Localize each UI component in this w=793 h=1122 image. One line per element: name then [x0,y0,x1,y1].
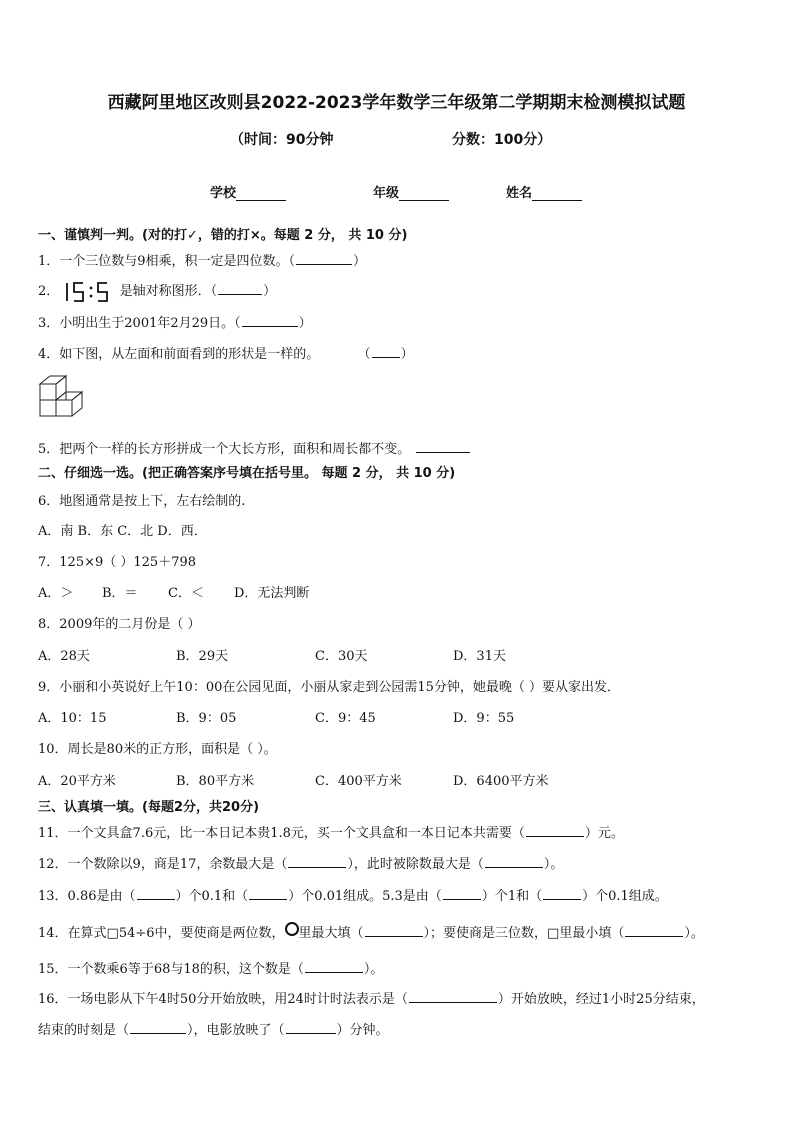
answer-blank[interactable] [543,887,581,900]
name-label: 姓名 [506,186,533,201]
question-8: 8．2009年的二月份是（ ） [38,617,201,632]
section-1-title: 一、谨慎判一判。(对的打✓，错的打×。每题 2 分， 共 10 分) [38,228,408,243]
paren-close: ） [263,284,277,299]
option-c[interactable]: C．9：45 [315,711,376,726]
time-limit: （时间：90分钟 [230,132,334,148]
question-4 [38,343,414,362]
question-15 [38,958,383,977]
question-14-text-b: 里最大填（ [298,926,364,941]
answer-blank[interactable] [218,282,262,295]
question-7: 7．125×9（ ）125＋798 [38,555,197,570]
question-15-text: 15．一个数乘6等于68与18的积，这个数是（ [38,962,304,977]
question-16-text-e: ）分钟。 [336,1023,389,1038]
option-b[interactable]: B．＝ [102,586,138,601]
answer-blank[interactable] [249,887,287,900]
question-16-text-d: ），电影放映了（ [187,1023,285,1038]
digital-clock-digits [63,282,115,302]
paren-close: ） [298,316,312,331]
question-16-continued [38,1019,389,1038]
question-13-text-e: ）个0.1组成。 [582,889,668,904]
option-d[interactable]: D．9：55 [453,711,515,726]
answer-blank[interactable] [485,855,543,868]
answer-blank[interactable] [526,824,584,837]
answer-blank[interactable] [416,440,470,453]
question-6-options[interactable]: A．南 B．东 C．北 D．西． [38,524,207,539]
question-4-text: 4．如下图，从左面和前面看到的形状是一样的。 [38,347,320,362]
name-field[interactable] [506,182,582,201]
section-3-title: 三、认真填一填。(每题2分，共20分) [38,800,260,815]
option-c[interactable]: C．＜ [168,586,204,601]
paren-close: ） [353,254,367,269]
question-14 [38,922,704,941]
option-a[interactable]: A．20平方米 [38,774,116,789]
question-13-text-d: ）个1和（ [481,889,543,904]
question-14-text: 14．在算式□54÷6中，要使商是两位数， [38,926,285,941]
option-a[interactable]: A．＞ [38,586,74,601]
answer-blank[interactable] [365,924,423,937]
answer-blank[interactable] [409,990,497,1003]
option-c[interactable]: C．400平方米 [315,774,402,789]
question-9: 9．小丽和小英说好上午10：00在公园见面，小丽从家走到公园需15分钟，她最晚（ ）要从家出发． [38,680,621,695]
exam-title: 西藏阿里地区改则县2022-2023学年数学三年级第二学期期末检测模拟试题 [107,93,686,113]
question-9-options [38,707,738,727]
question-12-text: 12．一个数除以9，商是17，余数最大是（ [38,857,288,872]
question-12 [38,853,563,872]
question-1 [38,250,366,269]
paren-open: （ [357,347,371,362]
question-16-text-b: ）开始放映，经过1小时25分结束， [497,992,705,1007]
answer-blank[interactable] [305,960,363,973]
answer-blank[interactable] [288,855,346,868]
answer-blank[interactable] [296,252,352,265]
question-5-text: 5．把两个一样的长方形拼成一个大长方形，面积和周长都不变。 [38,442,411,457]
question-15-text-end: ）。 [363,962,384,977]
option-d[interactable]: D．无法判断 [234,586,310,601]
answer-blank[interactable] [242,314,298,327]
question-12-text-mid: ），此时被除数最大是（ [347,857,484,872]
question-2 [38,280,276,302]
answer-blank[interactable] [130,1021,186,1034]
question-12-text-end: ）。 [543,857,564,872]
school-field[interactable] [210,182,286,201]
option-b[interactable]: B．9：05 [176,711,237,726]
question-10: 10．周长是80米的正方形，面积是（ ）。 [38,742,277,757]
paren-close: ） [400,347,414,362]
answer-blank[interactable] [286,1021,336,1034]
question-8-options [38,645,738,665]
question-11-text-end: ）元。 [584,826,624,841]
grade-label: 年级 [373,186,400,201]
question-13-text-c: ）个0.01组成。5.3是由（ [288,889,442,904]
question-14-text-d: ）。 [684,926,704,941]
question-2-number: 2． [38,284,60,299]
total-score: 分数：100分） [452,132,552,148]
grade-field[interactable] [373,182,449,201]
option-d[interactable]: D．6400平方米 [453,774,549,789]
option-d[interactable]: D．31天 [453,649,506,664]
question-5 [38,438,471,457]
question-1-text: 1．一个三位数与9相乘，积一定是四位数。（ [38,254,296,269]
question-13-text: 13．0.86是由（ [38,889,136,904]
question-3-text: 3．小明出生于2001年2月29日。（ [38,316,241,331]
answer-blank[interactable] [137,887,175,900]
cube-stack-figure [36,372,92,424]
question-16-text: 16．一场电影从下午4时50分开始放映，用24时计时法表示是（ [38,992,408,1007]
option-a[interactable]: A．28天 [38,649,90,664]
answer-blank[interactable] [443,887,481,900]
question-2-text: 是轴对称图形．（ [119,284,218,299]
circle-placeholder-icon [285,922,299,936]
option-b[interactable]: B．29天 [176,649,229,664]
question-10-options [38,770,738,790]
question-16-text-c: 结束的时刻是（ [38,1023,130,1038]
question-11 [38,822,624,841]
option-b[interactable]: B．80平方米 [176,774,255,789]
question-13 [38,885,668,904]
answer-blank[interactable] [625,924,683,937]
answer-blank[interactable] [372,345,400,358]
question-13-text-b: ）个0.1和（ [175,889,249,904]
question-16 [38,988,705,1007]
question-11-text: 11．一个文具盒7.6元，比一本日记本贵1.8元，买一个文具盒和一本日记本共需要（ [38,826,525,841]
question-14-text-c: ）；要使商是三位数，□里最小填（ [423,926,625,941]
question-3 [38,312,312,331]
option-c[interactable]: C．30天 [315,649,368,664]
school-label: 学校 [210,186,237,201]
question-6: 6．地图通常是按上下，左右绘制的. [38,494,246,509]
section-2-title: 二、仔细选一选。(把正确答案序号填在括号里。 每题 2 分， 共 10 分) [38,466,456,481]
question-7-options [38,582,738,602]
option-a[interactable]: A．10：15 [38,711,107,726]
